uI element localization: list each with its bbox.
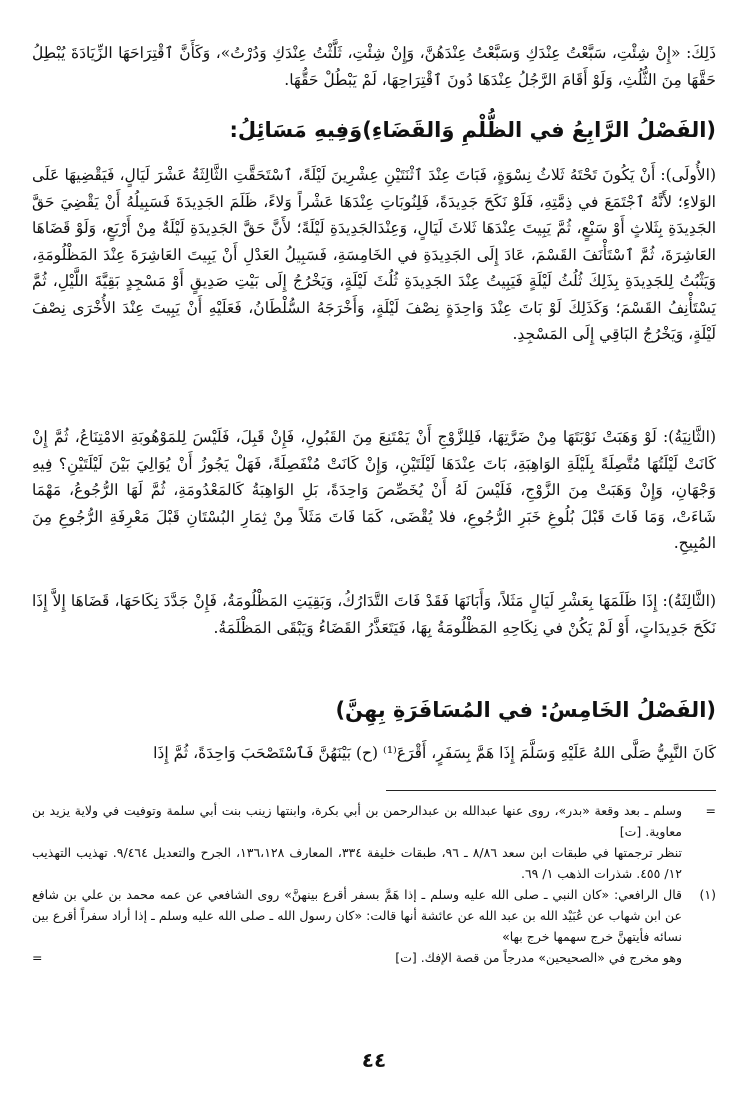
- body-paragraph-intro: ذَلِكَ: «إِنْ شِئْتِ، سَبَّعْتُ عِنْدَكِ وَسَبَّعْتُ عِنْدَهُنَّ، وَإِنْ شِئْتِ، ثَلَّثْتُ عِنْدَكِ وَدُرْتُ»، وَكَأَنَّ ٱقْتِرَاحَهَا الزِّيَادَةَ يُبْطِلُ حَقَّهَا مِنَ الثُّلُثِ، وَلَوْ أَقَامَ الرَّجُلُ عِنْدَهَا دُونَ ٱقْتِرَاحِهَا، لَمْ يَبْطُلْ حَقُّهَا.: [32, 44, 716, 89]
- page-number: ٤٤: [361, 1048, 387, 1072]
- body-paragraph-first-issue: (الأُولَى): أَنْ يَكُونَ تَحْتَهُ ثَلاثُ نِسْوَةٍ، فَبَاتَ عِنْدَ ٱثْنَتَيْنِ عِشْرِينَ لَيْلَةً، ٱسْتَحَقَّتِ الثَّالِثَةُ عَشْرَ لَيَالٍ، فَيَقْضِيهَا عَلَى الوَلاءِ؛ لأَنَّهُ ٱجْتَمَعَ في ذِمَّتِهِ، فَلَوْ نَكَحَ جَدِيدَةً، فَلِنُوبَاتِ عِنْدَهَا عَشْراً وَلاءً، ظَلَمَ الجَدِيدَةَ فَسَبِيلُهُ أَنْ يَقْضِيَ حَقَّ الجَدِيدَةِ بِثَلاثٍ أَوْ سَبْعٍ، ثُمَّ يَبِيتَ عِنْدَهَا ثَلاثَ لَيَالٍ، وَعِنْدَالجَدِيدَةِ لَيْلَةً؛ لأَنَّ حَقَّ الجَدِيدَةِ لَيْلَةٌ مِنْ أَرْبَعٍ، وَلَوْ قَضَاهَا العَاشِرَةَ، ثُمَّ ٱسْتَأْنَفَ القَسْمَ، عَادَ إِلَى الجَدِيدَةِ في الخَامِسَةِ، فَسَبِيلُ العَدْلِ أَنْ يَبِيتَ العَاشِرَةَ عِنْدَ المَظْلُومَةِ، وَيَثْبُتُ لِلجَدِيدَةِ بِذَلِكَ ثُلُثُ لَيْلَةٍ فَيَبِيتُ عِنْدَ الجَدِيدَةِ ثُلُثَ لَيْلَةٍ، وَيَخْرُجُ إِلَى بَيْتِ صَدِيقٍ أَوْ مَسْجِدٍ بَقِيَّةَ اللَّيْلِ، ثُمَّ يَسْتَأْنِفُ القَسْمَ؛ وَكَذَلِكَ لَوْ بَاتَ عِنْدَ وَاحِدَةٍ نِصْفَ لَيْلَةٍ، وَأَخْرَجَهُ السُّلْطَانُ، فَعَلَيْهِ أَنْ يَبِيتَ عِنْدَ الأُخْرَى نِصْفَ لَيْلَةٍ، وَيَخْرُجُ البَاقِي إِلَى المَسْجِدِ.: [32, 166, 716, 343]
- footnote-end-mark: =: [32, 950, 43, 965]
- footnotes-section: [32, 800, 716, 968]
- footnote-1-tail-spacer: [682, 947, 716, 968]
- chapter-heading-fifth: (الفَصْلُ الخَامِسُ: في المُسَافَرَةِ بِهِنَّ): [335, 698, 716, 722]
- footnote-divider: [386, 790, 716, 791]
- footnote-1: [32, 884, 716, 947]
- body-paragraph-third-issue: (الثَّالِثَةُ): إِذَا ظَلَمَهَا بِعَشْرِ لَيَالٍ مَثَلاً، وَأَبَانَهَا فَقَدْ فَاتَ التَّدَارُكُ، وَبَقِيَتِ المَظْلُومَةُ، فَإِنْ جَدَّدَ نِكَاحَهَا، قَضَاهَا إِلاَّ إِذَا نَكَحَ جَدِيدَاتٍ، أَوْ لَمْ يَكُنْ في نِكَاحِهِ المَظْلُومَةُ بِهَا، فَيَتَعَذَّرُ القَضَاءُ وَيَبْقَى المَظْلَمَةُ.: [32, 592, 716, 637]
- footnote-continuation: [32, 800, 716, 842]
- footnote-1-text: قال الرافعي: «كان النبي ـ صلى الله عليه وسلم ـ إذا هَمَّ بسفر أقرع بينهنَّ» روى الشافعي عن عمه محمد بن علي بن شافع عن ابن شهاب عن عُبَيْد الله بن عبد الله عن عائشة أنها قالت: «كان رسول الله ـ صلى الله عليه وسلم ـ إذا أراد سفراً أقرع بين نسائه فأيتهنَّ خرج سهمها خرج بها»: [32, 887, 682, 944]
- body-paragraph-fifth-chapter: كَانَ النَّبِيُّ صَلَّى اللهُ عَلَيْهِ وَسَلَّمَ إِذَا هَمَّ بِسَفَرٍ، أَقْرَعَ⁽¹⁾ (ح) بَيْنَهُنَّ فَٱسْتَصْحَبَ وَاحِدَةً، ثُمَّ إِذَا: [153, 744, 716, 762]
- footnote-1-tail: [32, 947, 716, 968]
- footnote-1-tail-text: وهو مخرج في «الصحيحين» مدرجاً من قصة الإفك. [ت]: [395, 950, 682, 965]
- body-paragraph-second-issue: (الثَّانِيَةُ): لَوْ وَهَبَتْ نَوْبَتَهَا مِنْ ضَرَّتِهَا، فَلِلزَّوْجِ أَنْ يَمْتَنِعَ مِنَ القَبُولِ، فَإِنْ قَبِلَ، فَلَيْسَ لِلمَوْهُوبَةِ الامْتِنَاعُ، ثُمَّ إِنْ كَانَتْ لَيْلَتُهَا مُتَّصِلَةً بِلَيْلَةِ الوَاهِبَةِ، بَاتَ عِنْدَهَا لَيْلَتَيْنِ، وَإِنْ كَانَتْ مُنْفَصِلَةً، فَهَلْ يَجُوزُ أَنْ يُوَالِيَ بَيْنَ لَيْلَتَيْنِ؟ فِيهِ وَجْهَانِ، وَإِنْ وَهَبَتْ مِنَ الزَّوْجِ، فَلَيْسَ لَهُ أَنْ يُخَصِّصَ وَاحِدَةً، بَلِ الوَاهِبَةُ كَالمَعْدُومَةِ، ثُمَّ لَهَا الرُّجُوعُ، مَهْمَا شَاءَتْ، وَمَا فَاتَ قَبْلَ بُلُوغِ خَبَرِ الرُّجُوعِ، فلا يُقْضَى، كَمَا فَاتَ مَثَلاً مِنْ ثِمَارِ البُسْتَانِ قَبْلَ مَعْرِفَةِ الرُّجُوعِ مِنَ المُبِيحِ.: [32, 428, 716, 552]
- footnote-references-spacer: [682, 842, 716, 884]
- footnote-references: [32, 842, 716, 884]
- footnote-references-text: تنظر ترجمتها في طبقات ابن سعد ٨/٨٦ ـ ٩٦، طبقات خليفة ٣٣٤، المعارف ١٣٦،١٢٨، الجرح والتعديل ٩/٤٦٤. تهذيب التهذيب ١٢/ ٤٥٥. شذرات الذهب ١/ ٦٩.: [32, 845, 683, 881]
- footnote-continuation-text: وسلم ـ بعد وقعة «بدر»، روى عنها عبدالله بن عبدالرحمن بن أبي بكرة، وابنتها زينب بنت أبي سلمة وتوفيت في ولاية يزيد بن معاوية. [ت]: [32, 803, 682, 839]
- chapter-heading-fourth: (الفَصْلُ الرَّابِعُ في الظُّلْمِ وَالقَضَاءِ)وَفِيهِ مَسَائِلُ:: [229, 118, 716, 142]
- footnote-1-mark: (١): [699, 887, 716, 902]
- footnote-continuation-mark: =: [705, 803, 716, 818]
